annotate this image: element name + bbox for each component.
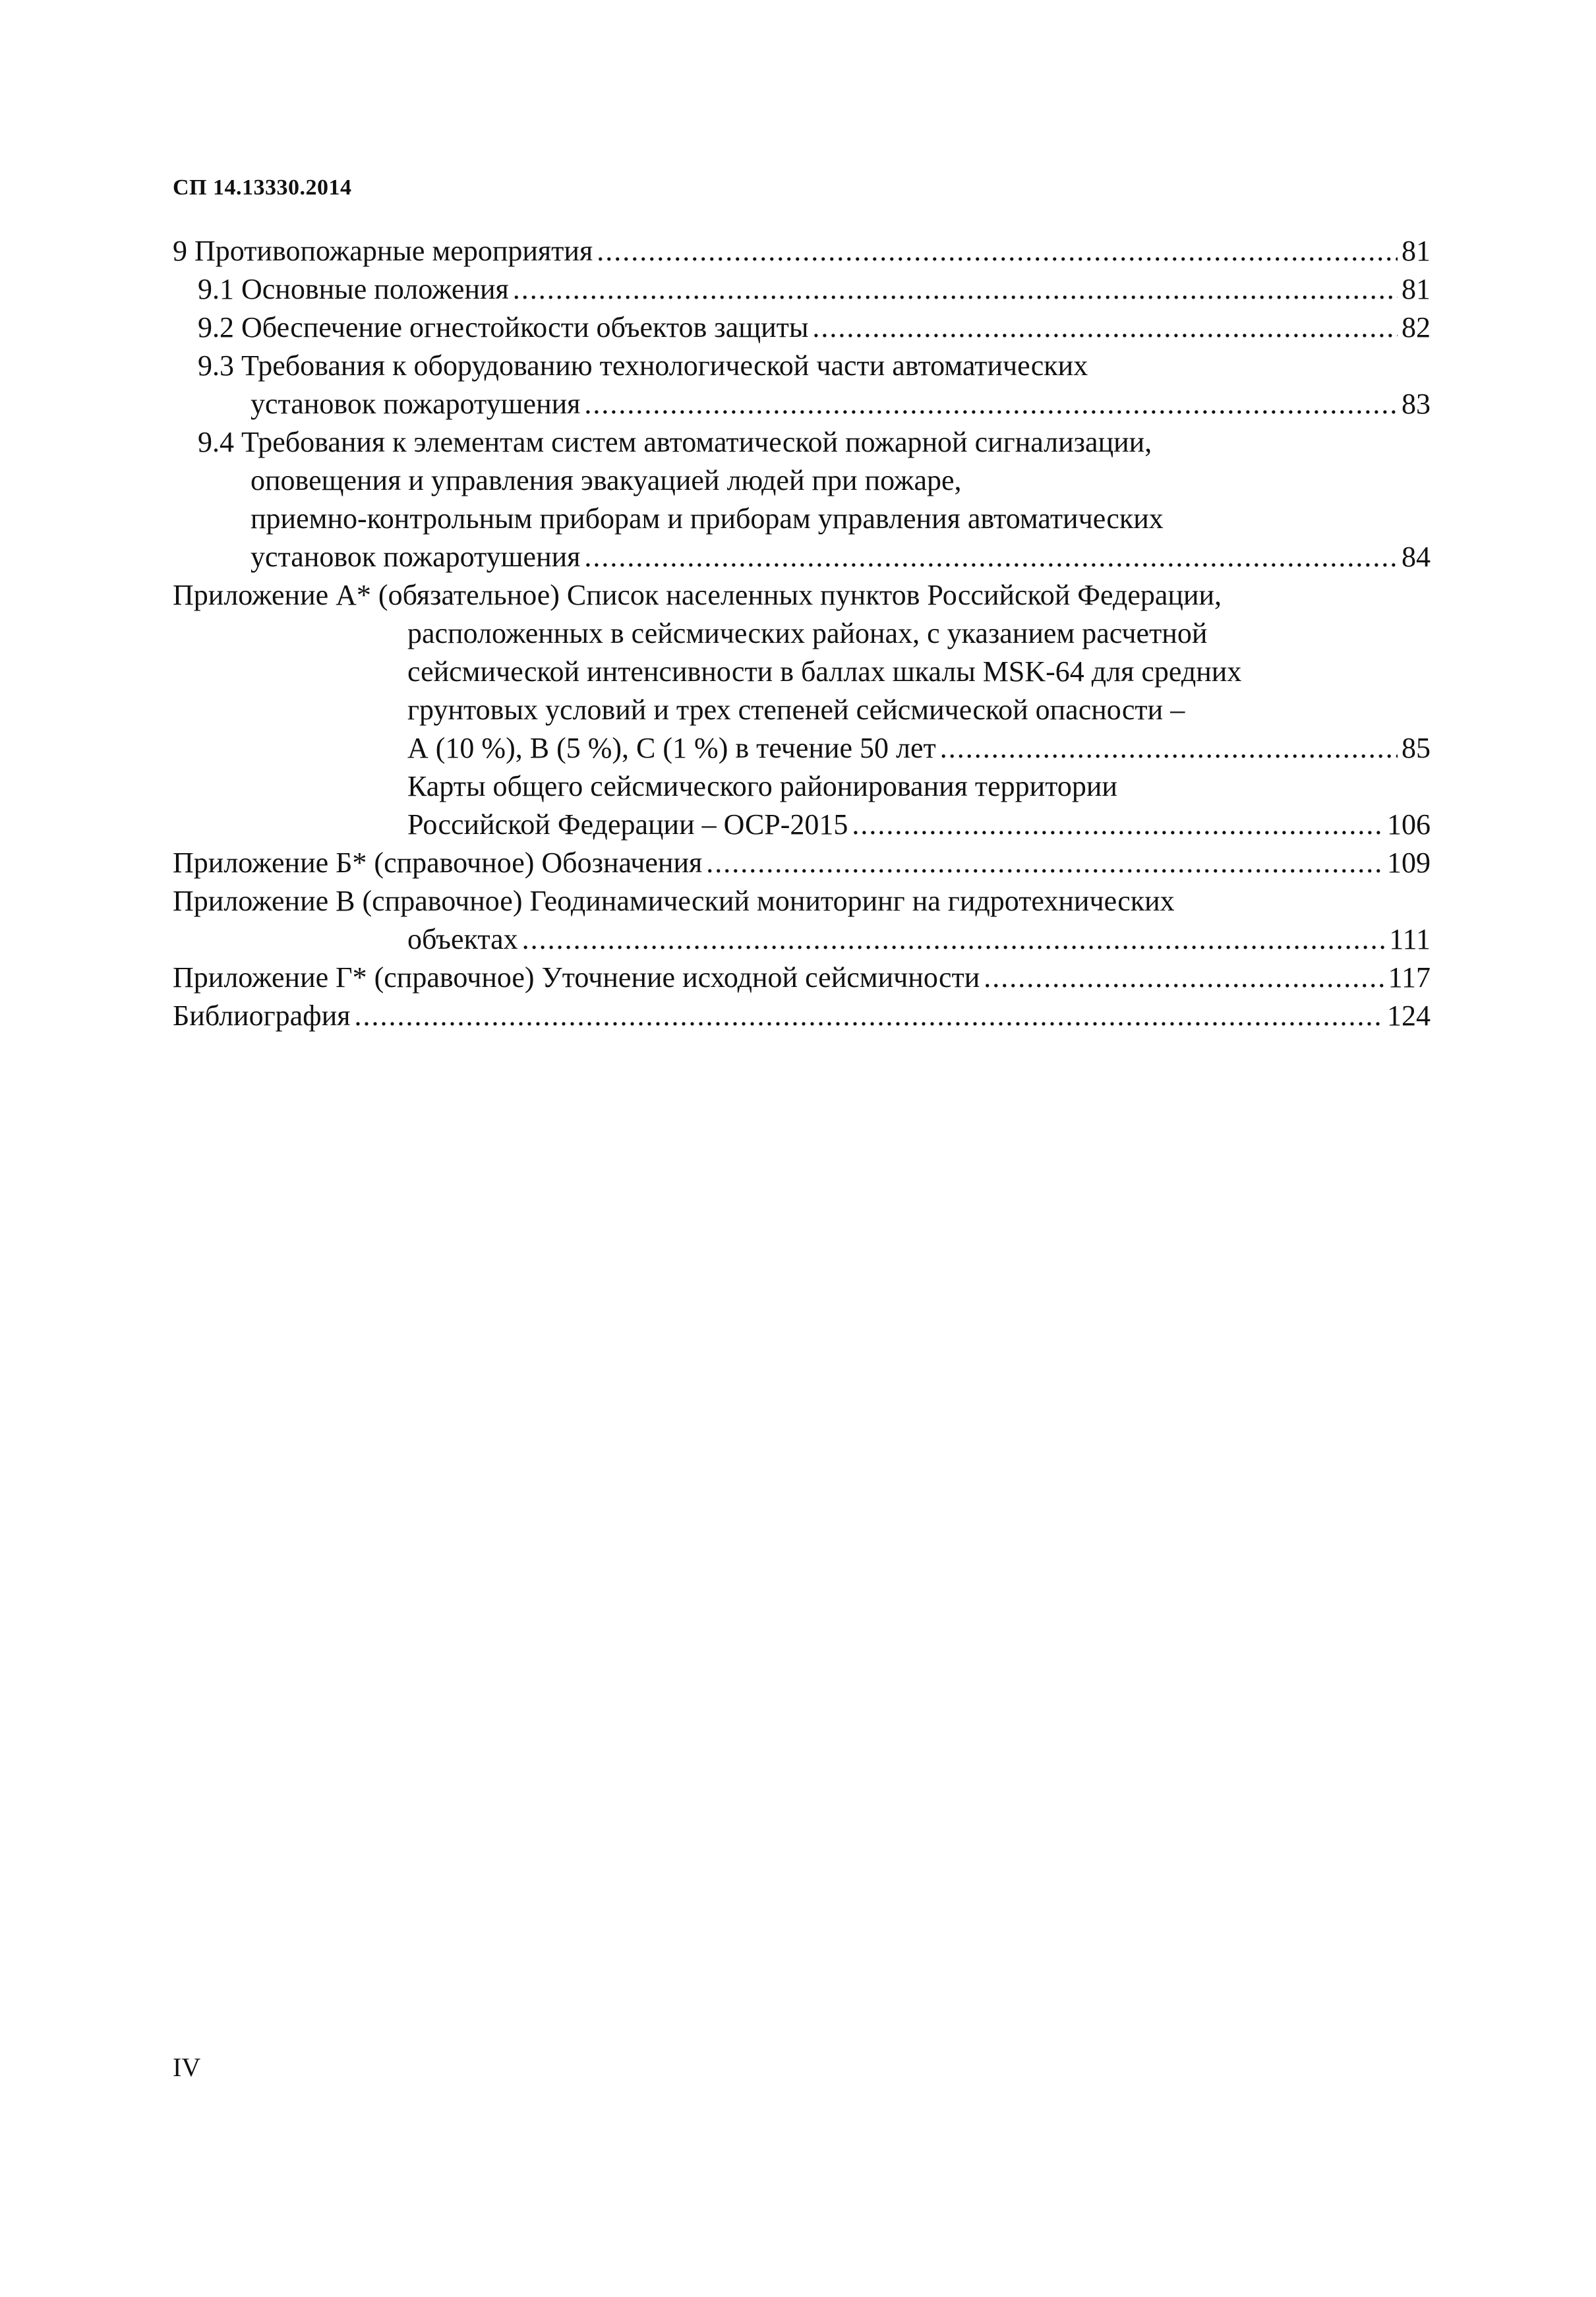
toc-leader-dots (706, 844, 1383, 882)
toc-entry-text: сейсмической интенсивности в баллах шкалы MSK-64 для средних (407, 655, 1242, 688)
toc-entry-text: объектах (407, 923, 518, 955)
toc-entry-page: 124 (1387, 999, 1431, 1032)
toc-entry[interactable] (173, 882, 1431, 920)
toc-leader-dots (584, 385, 1398, 423)
document-code-header: СП 14.13330.2014 (173, 175, 352, 200)
toc-entry-continuation[interactable] (173, 920, 1431, 959)
toc-entry-page: 82 (1402, 311, 1431, 343)
toc-entry-page: 106 (1387, 808, 1431, 841)
toc-entry-text: А (10 %), В (5 %), С (1 %) в течение 50 лет (407, 732, 936, 764)
toc-leader-dots (984, 959, 1384, 997)
toc-entry-continuation[interactable] (173, 653, 1431, 691)
toc-leader-dots (852, 806, 1383, 844)
toc-entry[interactable] (173, 767, 1431, 806)
toc-entry[interactable] (173, 576, 1431, 614)
toc-leader-dots (513, 270, 1398, 309)
toc-entry-text: 9.2 Обеспечение огнестойкости объектов защиты (198, 311, 809, 343)
toc-entry-continuation[interactable] (173, 500, 1431, 538)
toc-leader-dots (940, 729, 1398, 767)
toc-entry-text: Приложение А* (обязательное) Список населенных пунктов Российской Федерации, (173, 579, 1222, 611)
toc-entry-text: расположенных в сейсмических районах, с указанием расчетной (407, 617, 1208, 649)
toc-entry-text: Карты общего сейсмического районирования территории (407, 770, 1117, 802)
toc-entry[interactable] (173, 423, 1431, 462)
toc-entry-text: приемно-контрольным приборам и приборам управления автоматических (251, 502, 1164, 535)
toc-entry-continuation[interactable] (173, 614, 1431, 653)
toc-entry-page: 81 (1402, 235, 1431, 267)
toc-entry-text: 9.3 Требования к оборудованию технологической части автоматических (198, 349, 1088, 382)
toc-entry-text: 9.4 Требования к элементам систем автоматической пожарной сигнализации, (198, 426, 1152, 458)
toc-entry[interactable] (173, 997, 1431, 1035)
toc-entry[interactable] (173, 270, 1431, 309)
toc-leader-dots (584, 538, 1398, 576)
toc-entry-page: 85 (1402, 732, 1431, 764)
toc-entry-page: 84 (1402, 541, 1431, 573)
toc-entry-text: установок пожаротушения (251, 541, 581, 573)
toc-entry-page: 111 (1389, 923, 1431, 955)
toc-leader-dots (597, 232, 1398, 270)
toc-leader-dots (354, 997, 1383, 1035)
toc-entry-text: 9 Противопожарные мероприятия (173, 235, 593, 267)
toc-entry[interactable] (173, 309, 1431, 347)
toc-entry-text: Приложение В (справочное) Геодинамический мониторинг на гидротехнических (173, 885, 1175, 917)
toc-entry-text: 9.1 Основные положения (198, 273, 509, 305)
table-of-contents (173, 232, 1431, 1035)
toc-entry-text: Приложение Г* (справочное) Уточнение исходной сейсмичности (173, 961, 980, 994)
toc-entry-page: 109 (1387, 847, 1431, 879)
toc-leader-dots (812, 309, 1398, 347)
toc-entry-text: установок пожаротушения (251, 388, 581, 420)
toc-entry[interactable] (173, 844, 1431, 882)
toc-entry-continuation[interactable] (173, 538, 1431, 576)
toc-entry-continuation[interactable] (173, 691, 1431, 729)
toc-entry-text: грунтовых условий и трех степеней сейсмической опасности – (407, 694, 1185, 726)
page-number: IV (173, 2052, 201, 2082)
toc-entry-continuation[interactable] (173, 462, 1431, 500)
toc-entry[interactable] (173, 959, 1431, 997)
toc-entry[interactable] (173, 232, 1431, 270)
toc-entry-page: 117 (1388, 961, 1431, 994)
toc-entry-continuation[interactable] (173, 806, 1431, 844)
toc-entry-page: 83 (1402, 388, 1431, 420)
toc-entry-text: Библиография (173, 999, 351, 1032)
toc-entry-text: Российской Федерации – ОСР-2015 (407, 808, 848, 841)
toc-entry-continuation[interactable] (173, 729, 1431, 767)
toc-entry-text: оповещения и управления эвакуацией людей при пожаре, (251, 464, 962, 496)
toc-entry-text: Приложение Б* (справочное) Обозначения (173, 847, 703, 879)
toc-entry-page: 81 (1402, 273, 1431, 305)
toc-entry[interactable] (173, 347, 1431, 385)
toc-entry-continuation[interactable] (173, 385, 1431, 423)
toc-leader-dots (522, 920, 1386, 959)
